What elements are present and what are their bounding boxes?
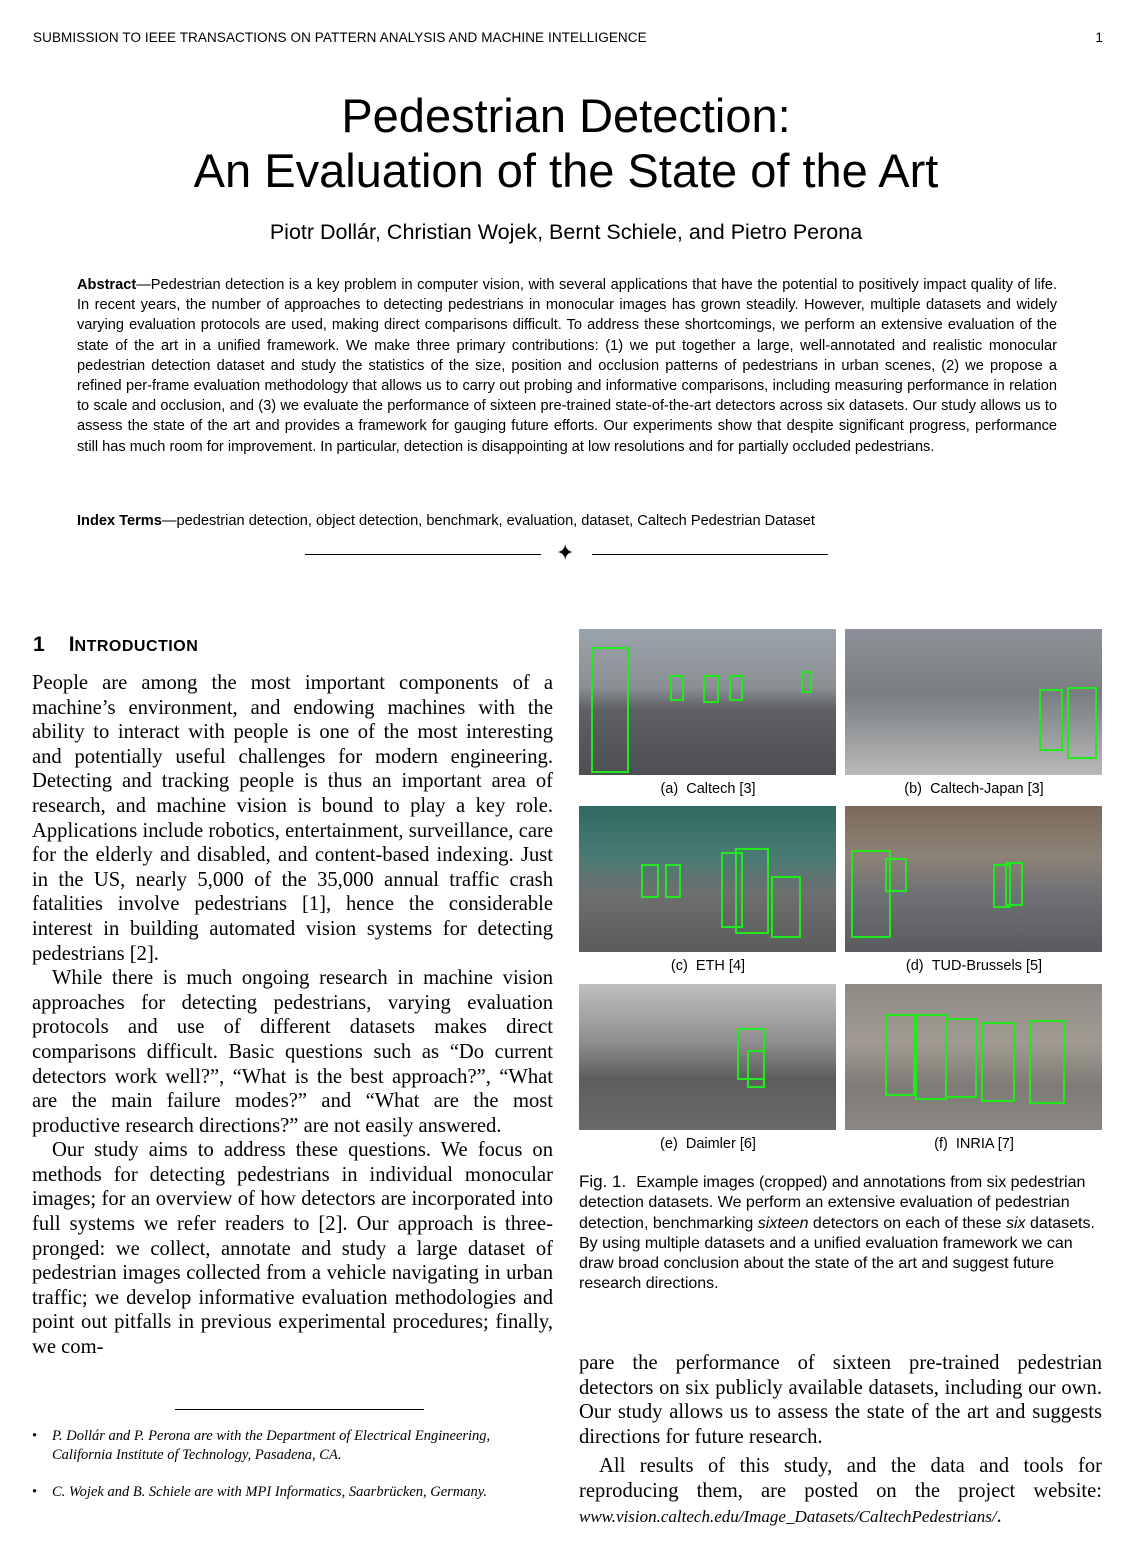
separator-star-icon: ✦ [556,540,575,565]
caption-emphasis: six [1005,1214,1026,1232]
figure-image-inria [845,984,1102,1130]
right-paragraph-2-text: All results of this study, and the data and tools for reproducing them, are posted on the project website: [579,1455,1102,1502]
project-website-link[interactable]: www.vision.caltech.edu/Image_Datasets/CaltechPedestrians/ [579,1506,997,1526]
subcaption-label: (e) [660,1136,678,1152]
caption-text: datasets. By using multiple datasets and a unified evaluation framework we can draw broad conclusion about the state of the art and suggest future research directions. [579,1214,1095,1293]
subcaption-name: ETH [4] [695,958,746,974]
url-period: . [996,1504,1002,1527]
figure-image-eth [579,806,836,952]
section-first-letter: I [68,633,75,656]
separator-line-left [305,554,541,555]
caption-text: detectors on each of these [808,1214,1006,1232]
subcaption-a [579,781,837,797]
annotation-box [885,858,907,892]
abstract-text: —Pedestrian detection is a key problem in computer vision, with several applications that have the potential to positively impact quality of life. In recent years, the number of approaches to detecting pedestrians in monocular images has grown steadily. However, multiple datasets and widely varying evaluation protocols are used, making direct comparisons difficult. To address these shortcomings, we perform an extensive evaluation of the state of the art in a unified framework. We make three primary contributions: (1) we put together a large, well-annotated and realistic monocular pedestrian detection dataset and study the statistics of the size, position and occlusion patterns of pedestrians in urban scenes, (2) we propose a refined per-frame evaluation methodology that allows us to carry out probing and informative comparisons, including measuring performance in relation to scale and occlusion, and (3) we evaluate the performance of sixteen pre-trained state-of-the-art detectors across six datasets. Our study allows us to assess the state of the art and provides a framework for gauging future efforts. Our experiments show that despite significant progress, performance still has much room for improvement. In particular, detection is disappointing at low resolutions and for partially occluded pedestrians. [77,277,1057,455]
annotation-box [801,671,812,693]
right-paragraph-1: pare the performance of sixteen pre-trained pedestrian detectors on six publicly available datasets, including our own. Our study allows us to assess the state of the art and suggests directions for future research. [579,1352,1102,1448]
index-terms [77,513,1057,529]
subcaption-d [845,958,1103,974]
annotation-box [771,876,801,938]
footnote-text: C. Wojek and B. Schiele are with MPI Informatics, Saarbrücken, Germany. [52,1484,488,1500]
subcaption-name: Caltech [3] [686,781,756,797]
intro-paragraph-2: While there is much ongoing research in machine vision approaches for detecting pedestrians, varying evaluation protocols and use of different datasets makes direct comparisons difficult. Basic questions such as “Do current detectors work well?”, “What is the best approach?”, “What are the main failure modes?” and “What are the most productive research directions?” are not easily answered. [32,967,553,1137]
index-terms-text: —pedestrian detection, object detection, benchmark, evaluation, dataset, Caltech Pedestrian Dataset [161,513,815,529]
caption-text: Example images (cropped) and annotations from six pedestrian detection datasets. We perform an extensive evaluation of pedestrian detection, benchmarking [579,1174,1086,1232]
footnote-1 [32,1427,554,1465]
subcaption-label: (d) [905,958,924,974]
annotation-box [703,675,719,703]
subcaption-e [579,1136,837,1152]
annotation-box [729,675,743,701]
figure-image-caltech-japan [845,629,1102,775]
annotation-box [915,1014,947,1100]
annotation-box [591,647,629,773]
title-line-2: An Evaluation of the State of the Art [193,144,939,197]
annotation-box [670,675,684,701]
footnote-bullet: • [32,1484,38,1500]
running-head-text: SUBMISSION TO IEEE TRANSACTIONS ON PATTERN ANALYSIS AND MACHINE INTELLIGENCE [33,30,647,45]
subcaption-label: (a) [660,781,679,797]
figure-image-caltech [579,629,836,775]
annotation-box [1005,862,1023,906]
subcaption-name: Caltech-Japan [3] [930,781,1044,797]
annotation-box [1067,687,1097,759]
left-column-body [32,671,553,1360]
section-number: 1 [33,633,45,656]
annotation-box [981,1022,1015,1102]
footnote-2 [32,1483,554,1502]
intro-paragraph-1: People are among the most important components of a machine’s environment, and endowing machines with the ability to interact with people is one of the most interesting and potentially useful challenges for modern engineering. Detecting and tracking people is thus an important area of research, and machine vision is bound to play a key role. Applications include robotics, entertainment, surveillance, care for the elderly and disabled, and content-based indexing. Just in the US, nearly 5,000 of the 35,000 annual traffic crash fatalities involve pedestrians [1], hence the considerable interest in building automated vision systems for detecting pedestrians [2]. [32,672,553,965]
caption-emphasis: sixteen [757,1214,809,1232]
subcaption-label: (b) [904,781,922,797]
intro-paragraph-3: Our study aims to address these questions. We focus on methods for detecting pedestrians in individual monocular images; for an overview of how detectors are incorporated into full systems we refer readers to [2]. Our approach is three-pronged: we collect, annotate and study a large dataset of pedestrian images collected from a vehicle navigating in urban traffic; we develop informative evaluation methodologies and point out pitfalls in previous experimental procedures; finally, we com- [32,1139,553,1359]
page-number: 1 [1095,30,1103,45]
annotation-box [1039,689,1063,751]
section-heading [33,633,198,657]
running-header [33,30,1103,45]
paper-title [0,88,1132,198]
subcaption-name: INRIA [7] [955,1136,1014,1152]
annotation-box [747,1050,765,1088]
annotation-box [641,864,659,898]
title-line-1: Pedestrian Detection: [341,89,791,142]
annotation-box [735,848,769,934]
separator-line-right [592,554,828,555]
subcaption-label: (f) [934,1136,948,1152]
footnote-text: P. Dollár and P. Perona are with the Department of Electrical Engineering, California Institute of Technology, Pasadena, CA. [52,1428,491,1463]
annotation-box [1029,1020,1065,1104]
right-column-body [579,1351,1102,1529]
abstract-label: Abstract [77,277,137,293]
figure-image-daimler [579,984,836,1130]
figure-caption [579,1172,1102,1295]
index-terms-label: Index Terms [77,513,162,529]
footnote-rule [175,1409,424,1410]
section-title-rest: NTRODUCTION [74,638,199,655]
subcaption-c [579,958,837,974]
figure-label: Fig. 1. [579,1172,627,1191]
subcaption-name: TUD-Brussels [5] [931,958,1043,974]
annotation-box [885,1014,915,1096]
subcaption-label: (c) [670,958,688,974]
footnote-bullet: • [32,1428,38,1444]
subcaption-f [845,1136,1103,1152]
annotation-box [665,864,681,898]
abstract [77,275,1057,457]
right-paragraph-2 [579,1454,1102,1529]
authors: Piotr Dollár, Christian Wojek, Bernt Schiele, and Pietro Perona [269,220,863,244]
subcaption-name: Daimler [6] [685,1136,756,1152]
figure-image-tud-brussels [845,806,1102,952]
annotation-box [945,1018,977,1098]
subcaption-b [845,781,1103,797]
